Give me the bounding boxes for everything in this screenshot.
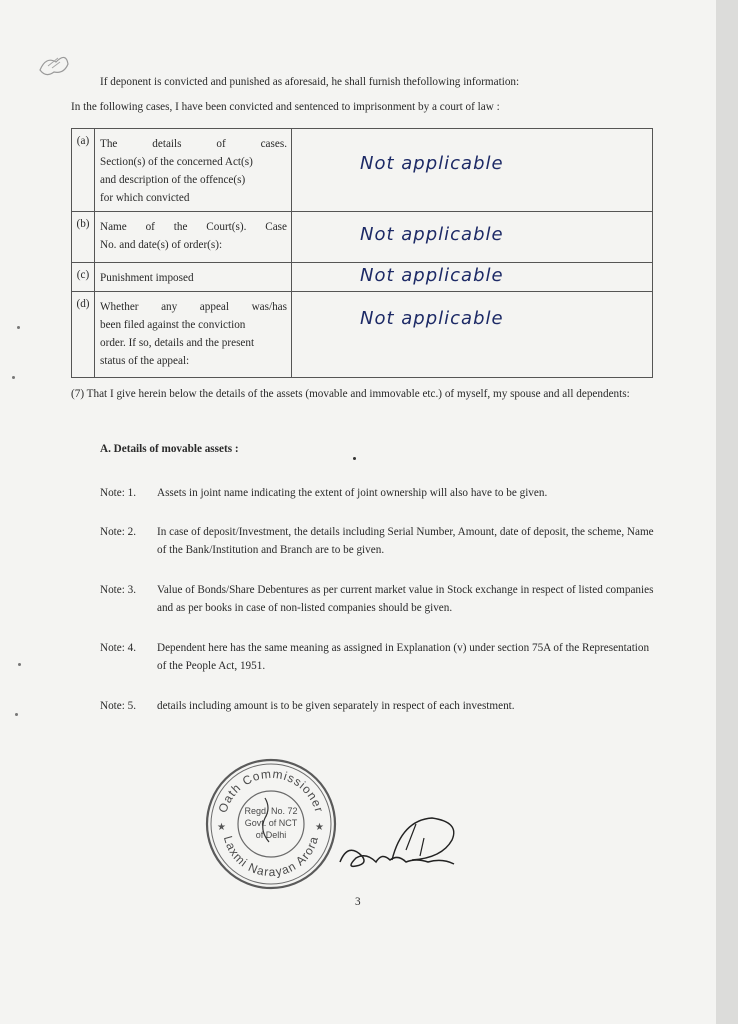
margin-dot: [12, 376, 15, 379]
table-row: [72, 292, 653, 378]
desc-line: Punishment imposed: [100, 272, 194, 284]
handwritten-answer: Not applicable: [360, 265, 504, 286]
section-a-heading: A. Details of movable assets :: [100, 443, 239, 455]
margin-dot: [15, 713, 18, 716]
svg-text:★: ★: [315, 822, 324, 833]
row-description: [95, 212, 292, 263]
stamp-ring-top-text: Oath Commissioner: [215, 766, 327, 815]
note-label: Note: 1.: [100, 487, 137, 499]
stamp-ring-bottom-text: Laxmi Narayan Arora: [220, 834, 322, 880]
stamp-center-line-1: Regd. No. 72: [244, 806, 298, 816]
desc-line: Section(s) of the concerned Act(s): [100, 156, 253, 168]
ink-smudge: [34, 48, 74, 78]
note-text: Value of Bonds/Share Debentures as per current market value in Stock exchange in respect of listed companies and as per books in case of non-listed companies should be given.: [157, 584, 654, 614]
answer-cell: [292, 129, 653, 212]
table-row: [72, 263, 653, 292]
note-label: Note: 2.: [100, 526, 137, 538]
table-row: [72, 129, 653, 212]
desc-line: for which convicted: [100, 192, 190, 204]
desc-line: been filed against the conviction: [100, 319, 246, 331]
page-number: 3: [355, 896, 361, 908]
desc-line: No. and date(s) of order(s):: [100, 239, 223, 251]
note-text: Dependent here has the same meaning as assigned in Explanation (v) under section 75A of the Representation of the People Act, 1951.: [157, 642, 650, 672]
row-label: (b): [72, 212, 95, 263]
oath-commissioner-stamp: [203, 756, 339, 892]
desc-line: status of the appeal:: [100, 355, 190, 367]
desc-line: order. If so, details and the present: [100, 337, 255, 349]
row-label: (a): [72, 129, 95, 212]
table-row: [72, 212, 653, 263]
row-description: [95, 263, 292, 292]
answer-cell: [292, 292, 653, 378]
intro-line-1: If deponent is convicted and punished as aforesaid, he shall furnish thefollowing information:: [100, 76, 520, 88]
handwritten-answer: Not applicable: [360, 153, 504, 174]
note-label: Note: 5.: [100, 700, 137, 712]
desc-line: Whether any appeal was/has: [100, 301, 287, 313]
row-description: [95, 129, 292, 212]
note-label: Note: 3.: [100, 584, 137, 596]
note-label: Note: 4.: [100, 642, 137, 654]
conviction-table: [71, 128, 653, 378]
row-label: (c): [72, 263, 95, 292]
note-text: details including amount is to be given separately in respect of each investment.: [157, 700, 515, 712]
answer-cell: [292, 263, 653, 292]
row-description: [95, 292, 292, 378]
handwritten-answer: Not applicable: [360, 224, 504, 245]
desc-line: Name of the Court(s). Case: [100, 221, 287, 233]
row-label: (d): [72, 292, 95, 378]
note-text: In case of deposit/Investment, the details including Serial Number, Amount, date of deposit, the scheme, Name of the Bank/Institution and Branch are to be given.: [157, 526, 654, 556]
note-text: Assets in joint name indicating the extent of joint ownership will also have to be given.: [157, 487, 548, 499]
answer-cell: [292, 212, 653, 263]
paragraph-7: (7) That I give herein below the details of the assets (movable and immovable etc.) of myself, my spouse and all dependents:: [71, 388, 630, 400]
stamp-center-line-3: of Delhi: [255, 830, 287, 840]
page-edge: [716, 0, 738, 1024]
intro-line-2: In the following cases, I have been convicted and sentenced to imprisonment by a court of law :: [71, 101, 500, 113]
desc-line: and description of the offence(s): [100, 174, 246, 186]
desc-line: The details of cases.: [100, 138, 287, 150]
margin-dot: [18, 663, 21, 666]
stamp-center-line-2: Govt. of NCT: [244, 818, 298, 828]
page-dot: [353, 457, 356, 460]
handwritten-signature: [336, 812, 478, 876]
handwritten-answer: Not applicable: [360, 308, 504, 329]
svg-text:★: ★: [217, 822, 226, 833]
margin-dot: [17, 326, 20, 329]
